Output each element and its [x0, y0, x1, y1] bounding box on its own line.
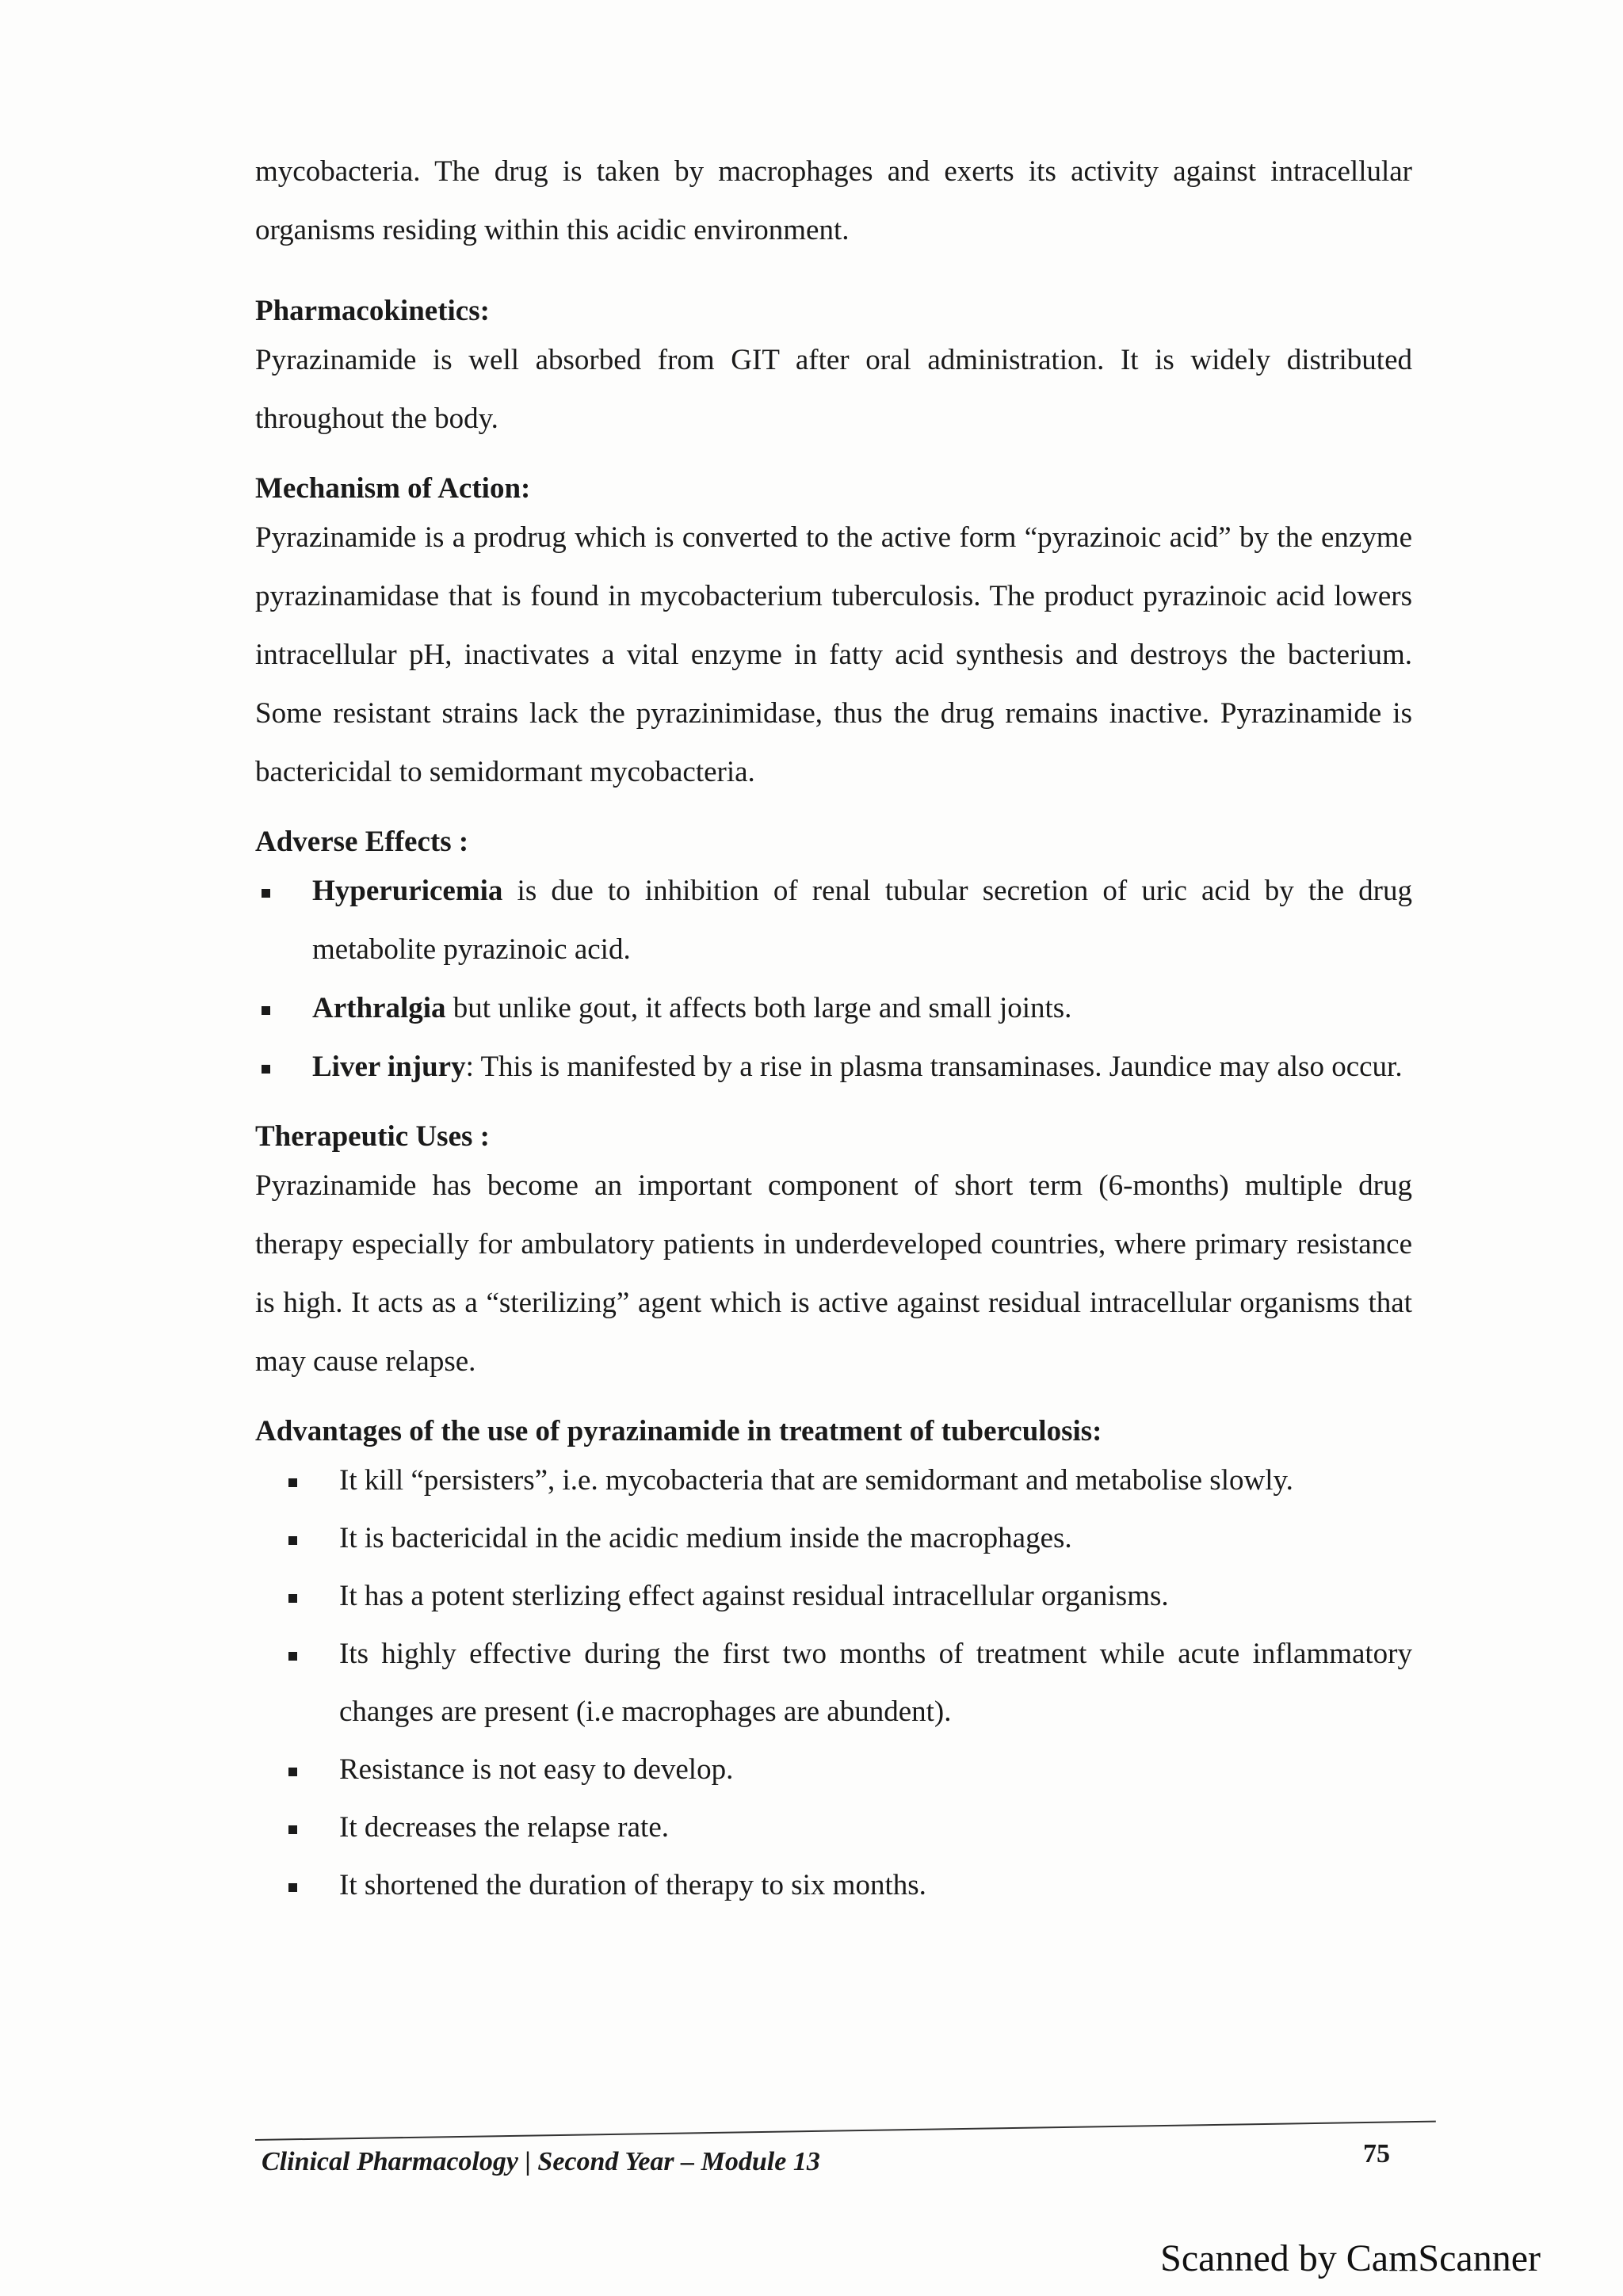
mechanism-heading: Mechanism of Action: — [255, 472, 531, 505]
adverse-effect-text: but unlike gout, it affects both large and small joints. — [445, 992, 1072, 1024]
advantage-text: It has a potent sterlizing effect against residual intracellular organisms. — [339, 1580, 1169, 1612]
footer-divider — [255, 2121, 1436, 2141]
advantage-text: It decreases the relapse rate. — [339, 1811, 669, 1844]
square-bullet-icon — [288, 1768, 297, 1776]
footer-title: Clinical Pharmacology | Second Year – Module 13 — [262, 2147, 820, 2176]
advantages-heading: Advantages of the use of pyrazinamide in treatment of tuberculosis: — [255, 1415, 1102, 1447]
scanner-watermark: Scanned by CamScanner — [1160, 2237, 1541, 2279]
advantages-list-wrapper — [255, 1451, 1412, 1914]
list-item — [282, 1451, 1412, 1509]
advantages-list — [282, 1451, 1412, 1914]
pharmacokinetics-section — [255, 292, 1412, 448]
adverse-effects-heading: Adverse Effects : — [255, 826, 469, 858]
square-bullet-icon — [288, 1883, 297, 1892]
advantage-text: Resistance is not easy to develop. — [339, 1753, 734, 1786]
intro-paragraph: mycobacteria. The drug is taken by macrophages and exerts its activity against intracellular organisms residing within this acidic environment. — [255, 155, 1412, 246]
list-item — [282, 1567, 1412, 1625]
adverse-effects-section — [255, 822, 1412, 1097]
square-bullet-icon — [288, 1536, 297, 1545]
list-item — [255, 979, 1412, 1038]
advantages-section — [255, 1412, 1412, 1914]
therapeutic-uses-paragraph: Pyrazinamide has become an important component of short term (6-months) multiple drug therapy especially for ambulatory patients in underdeveloped countries, where primary resistance is high. It acts as a “sterilizing” agent which is active against residual intracellular organisms that may cause relapse. — [255, 1169, 1412, 1378]
list-item — [282, 1741, 1412, 1798]
list-item — [255, 1038, 1412, 1097]
pharmacokinetics-paragraph: Pyrazinamide is well absorbed from GIT after oral administration. It is widely distributed throughout the body. — [255, 344, 1412, 435]
list-item — [255, 862, 1412, 979]
square-bullet-icon — [288, 1478, 297, 1487]
advantage-text: It shortened the duration of therapy to six months. — [339, 1869, 926, 1901]
square-bullet-icon — [288, 1652, 297, 1661]
square-bullet-icon — [262, 1065, 270, 1074]
list-item — [282, 1625, 1412, 1741]
square-bullet-icon — [262, 889, 270, 898]
advantage-text: It is bactericidal in the acidic medium inside the macrophages. — [339, 1522, 1072, 1554]
therapeutic-uses-section — [255, 1117, 1412, 1391]
mechanism-section — [255, 469, 1412, 802]
adverse-effect-text: is due to inhibition of renal tubular secretion of uric acid by the drug metabolite pyrazinoic acid. — [312, 875, 1412, 966]
page-number: 75 — [1363, 2139, 1390, 2168]
adverse-effect-term: Arthralgia — [312, 992, 446, 1024]
advantage-text: Its highly effective during the first two months of treatment while acute inflammatory changes are present (i.e macrophages are abundent). — [339, 1638, 1412, 1728]
square-bullet-icon — [288, 1594, 297, 1603]
adverse-effect-text: : This is manifested by a rise in plasma transaminases. Jaundice may also occur. — [465, 1051, 1403, 1083]
square-bullet-icon — [262, 1006, 270, 1015]
intro-section — [255, 143, 1412, 260]
list-item — [282, 1856, 1412, 1914]
mechanism-paragraph: Pyrazinamide is a prodrug which is converted to the active form “pyrazinoic acid” by the enzyme pyrazinamidase that is found in mycobacterium tuberculosis. The product pyrazinoic acid lowers intracellular pH, inactivates a vital enzyme in fatty acid synthesis and destroys the bacterium. Some resistant strains lack the pyrazinimidase, thus the drug remains inactive. Pyrazinamide is bactericidal to semidormant mycobacteria. — [255, 521, 1412, 788]
adverse-effect-term: Hyperuricemia — [312, 875, 503, 907]
pharmacokinetics-heading: Pharmacokinetics: — [255, 295, 490, 327]
list-item — [282, 1798, 1412, 1856]
advantage-text: It kill “persisters”, i.e. mycobacteria that are semidormant and metabolise slowly. — [339, 1464, 1293, 1497]
adverse-effect-term: Liver injury — [312, 1051, 466, 1083]
list-item — [282, 1509, 1412, 1567]
therapeutic-uses-heading: Therapeutic Uses : — [255, 1120, 490, 1153]
square-bullet-icon — [288, 1825, 297, 1834]
adverse-effects-list — [255, 862, 1412, 1097]
page-content — [255, 143, 1412, 1935]
